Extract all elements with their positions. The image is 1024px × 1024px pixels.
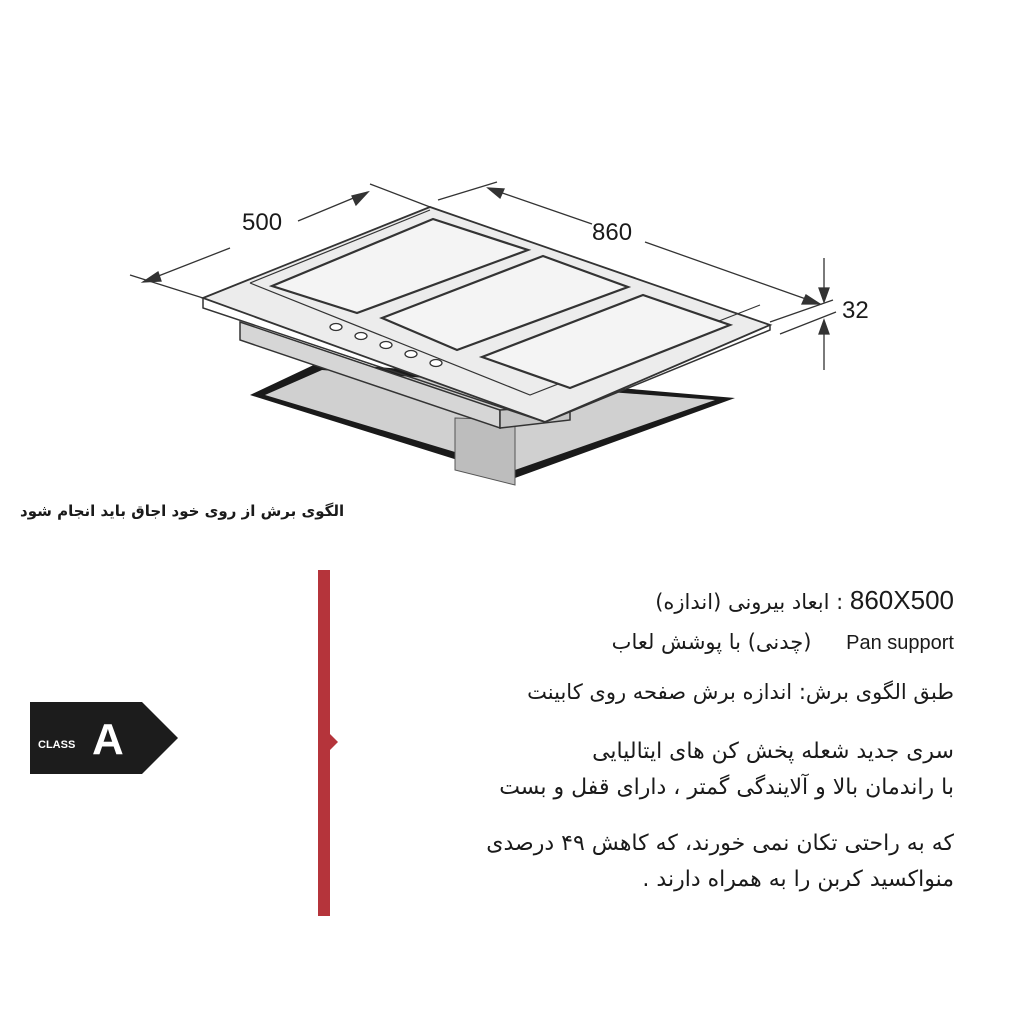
knob-4 xyxy=(405,351,417,358)
spec-dimensions xyxy=(655,585,954,616)
knob-1 xyxy=(330,324,342,331)
width-label: 500 xyxy=(242,209,283,236)
knob-3 xyxy=(380,342,392,349)
spec-dimensions-value: 860X500 xyxy=(849,585,954,615)
accent-divider xyxy=(318,570,330,916)
knob-2 xyxy=(355,333,367,340)
description-line-4: منواکسید کربن را به همراه دارند . xyxy=(642,867,954,892)
energy-class-label: CLASS xyxy=(38,739,76,751)
spec-pan-support xyxy=(612,630,954,655)
spec-pan-support-material: (چدنی) با پوشش لعاب xyxy=(611,630,812,654)
description-line-3: که به راحتی تکان نمی خورند، که کاهش ۴۹ درصدی xyxy=(486,831,954,856)
length-label: 860 xyxy=(592,219,633,246)
energy-class-letter: A xyxy=(92,715,124,764)
spec-pan-support-label: Pan support xyxy=(846,632,954,654)
accent-divider-notch xyxy=(330,734,338,750)
description-line-2: با راندمان بالا و آلایندگی گمتر ، دارای قفل و بست xyxy=(499,775,954,800)
cutout-caption: الگوی برش از روی خود اجاق باید انجام شود xyxy=(20,502,345,520)
energy-class-badge xyxy=(30,702,180,774)
description-paragraph-2 xyxy=(394,826,954,898)
height-dimension xyxy=(780,258,836,370)
description-line-1: سری جدید شعله پخش کن های ایتالیایی xyxy=(592,739,954,764)
knob-5 xyxy=(430,360,442,367)
spec-dimensions-label: : ابعاد بیرونی (اندازه) xyxy=(655,590,844,614)
description-paragraph-1 xyxy=(394,734,954,806)
spec-cutout-note: طبق الگوی برش: اندازه برش صفحه روی کابینت xyxy=(527,680,954,704)
height-label: 32 xyxy=(842,297,869,324)
